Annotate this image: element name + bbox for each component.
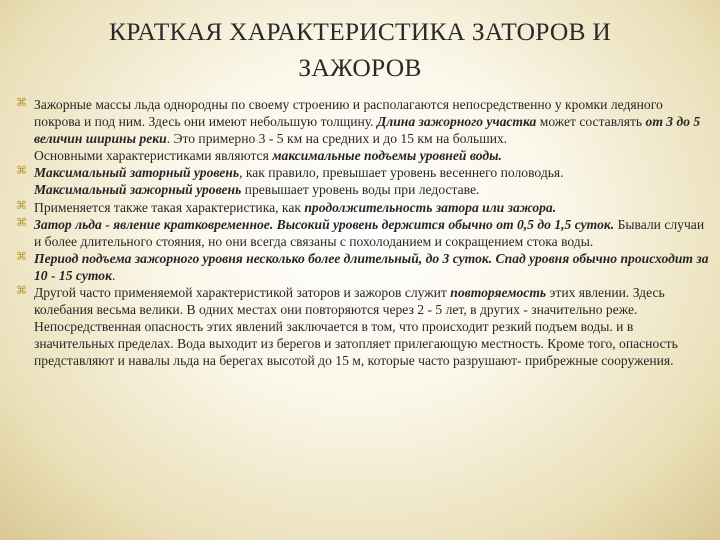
list-item bbox=[16, 96, 710, 164]
list-item bbox=[16, 216, 710, 250]
bullet-icon: ⌘ bbox=[16, 216, 27, 229]
paragraph-text: Непосредственная опасность этих явлений заключается в том, что происходит резкий подъем воды. и в значительных пределах. Вода выходит из берегов и затопляет прилегающую местность. Кроме того, опасность представляют и навалы льда на берегах высотой до 15 м, которые часто разрушают- прибрежные сооружения. bbox=[34, 319, 678, 369]
list-item bbox=[16, 164, 710, 198]
bullet-list bbox=[16, 96, 710, 370]
paragraph-text: Максимальный заторный уровень, как правило, превышает уровень весеннего половодья. bbox=[34, 165, 564, 181]
slide-title bbox=[40, 14, 680, 86]
paragraph-text: Другой часто применяемой характеристикой заторов и зажоров служит повторяемость этих явлении. Здесь колебания весьма велики. В одних местах они повторяются через 2 - 5 лет, в других - значительно реже. bbox=[34, 285, 665, 318]
bullet-icon: ⌘ bbox=[16, 165, 27, 178]
title-line-2: ЗАЖОРОВ bbox=[298, 53, 422, 82]
paragraph-text: Максимальный зажорный уровень превышает уровень воды при ледоставе. bbox=[34, 182, 480, 198]
paragraph-text: Период подъема зажорного уровня несколько более длительный, до 3 суток. Спад уровня обычно происходит за 10 - 15 суток. bbox=[34, 250, 709, 283]
paragraph-text: Основными характеристиками являются максимальные подъемы уровней воды. bbox=[34, 148, 502, 164]
title-line-1: КРАТКАЯ ХАРАКТЕРИСТИКА ЗАТОРОВ И bbox=[109, 17, 611, 46]
bullet-icon: ⌘ bbox=[16, 97, 27, 109]
bullet-icon: ⌘ bbox=[16, 285, 27, 298]
paragraph-text: Затор льда - явление кратковременное. Высокий уровень держится обычно от 0,5 до 1,5 суток. Бывали случаи и более длительного стояния, но они всегда связаны с похолоданием и сокращением стока воды. bbox=[34, 216, 705, 249]
bullet-icon: ⌘ bbox=[16, 250, 27, 263]
paragraph-text: Зажорные массы льда однородны по своему строению и располагаются непосредственно у кромки ледяного покрова и под ним. Здесь они имеют небольшую толщину. Длина зажорного участка может составлять от 3 до 5 величин ширины реки. Это примерно 3 - 5 км на средних и до 15 км на больших. bbox=[34, 97, 701, 147]
list-item bbox=[16, 199, 710, 216]
list-item bbox=[16, 250, 710, 284]
paragraph-text: Применяется также такая характеристика, как продолжительность затора или зажора. bbox=[34, 199, 557, 215]
list-item bbox=[16, 284, 710, 369]
bullet-icon: ⌘ bbox=[16, 199, 27, 212]
